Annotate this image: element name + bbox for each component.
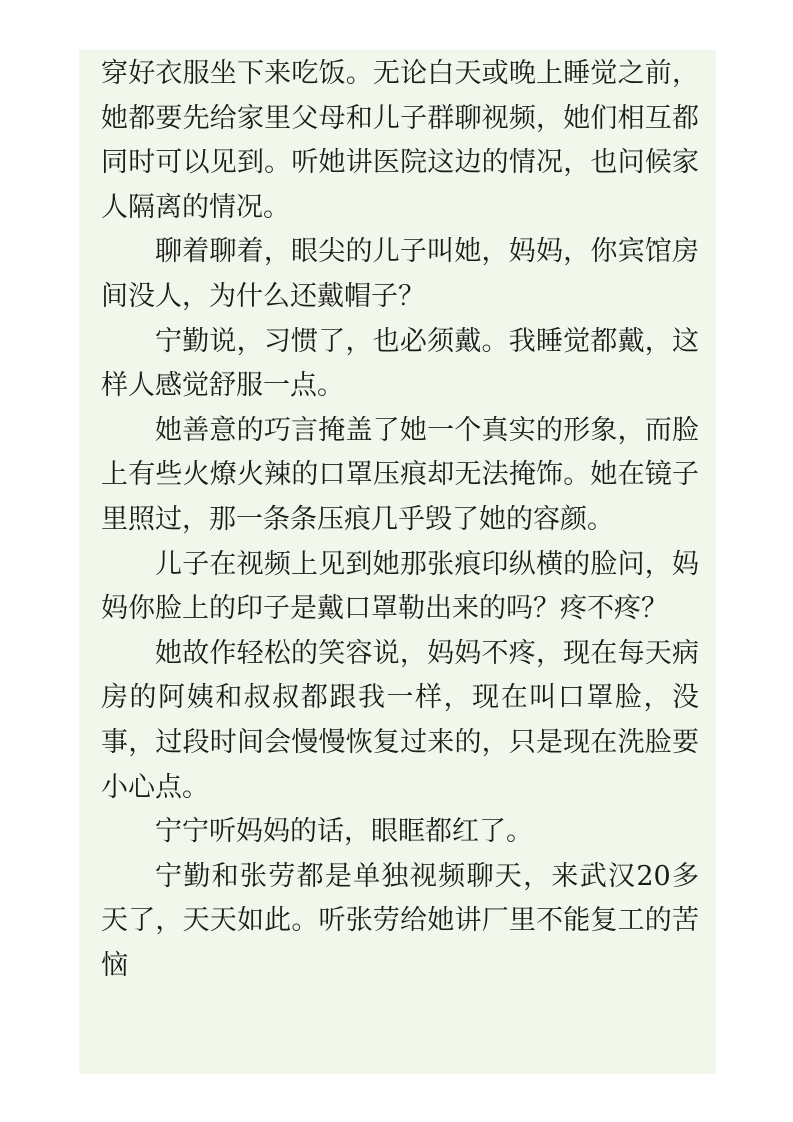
paragraph-4: 她善意的巧言掩盖了她一个真实的形象，而脸上有些火燎火辣的口罩压痕却无法掩饰。她在镜子里照过，那一条条压痕几乎毁了她的容颜。 bbox=[101, 414, 699, 535]
paragraph-8: 宁勤和张劳都是单独视频聊天，来武汉20多天了，天天如此。听张劳给她讲厂里不能复工的苦恼 bbox=[101, 860, 699, 981]
paragraph-3: 宁勤说，习惯了，也必须戴。我睡觉都戴，这样人感觉舒服一点。 bbox=[101, 325, 699, 402]
document-page bbox=[79, 50, 716, 1074]
paragraph-2: 聊着聊着，眼尖的儿子叫她，妈妈，你宾馆房间没人，为什么还戴帽子？ bbox=[101, 236, 699, 312]
paragraph-1: 穿好衣服坐下来吃饭。无论白天或晚上睡觉之前，她都要先给家里父母和儿子群聊视频，她们相互都同时可以见到。听她讲医院这边的情况，也问候家人隔离的情况。 bbox=[101, 58, 699, 223]
paragraph-7: 宁宁听妈妈的话，眼眶都红了。 bbox=[155, 816, 533, 848]
paragraph-6: 她故作轻松的笑容说，妈妈不疼，现在每天病房的阿姨和叔叔都跟我一样，现在叫口罩脸，没事，过段时间会慢慢恢复过来的，只是现在洗脸要小心点。 bbox=[101, 637, 699, 803]
paragraph-5: 儿子在视频上见到她那张痕印纵横的脸问，妈妈你脸上的印子是戴口罩勒出来的吗？疼不疼？ bbox=[101, 548, 699, 625]
body-text bbox=[101, 52, 699, 988]
